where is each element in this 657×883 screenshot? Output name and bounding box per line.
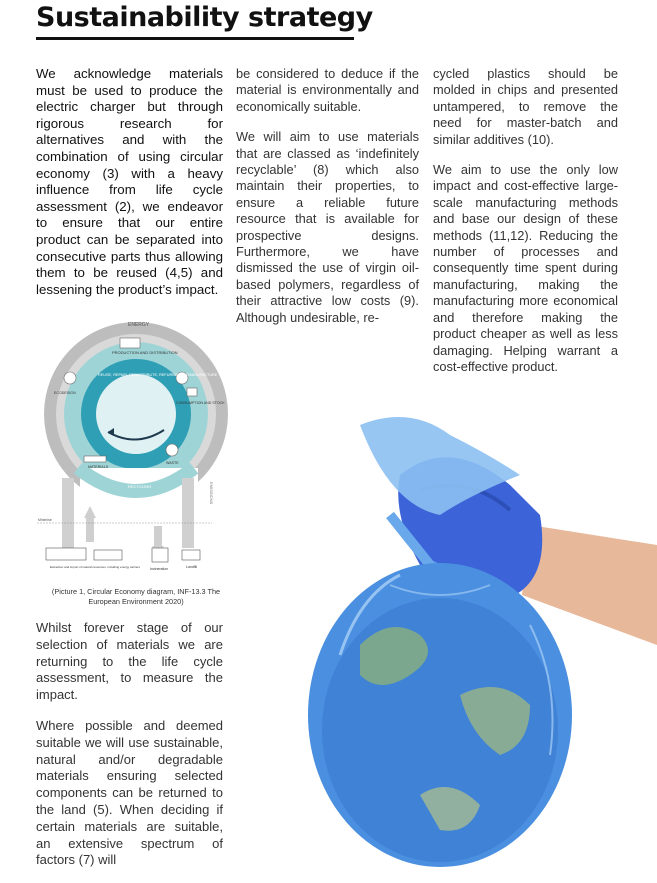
paragraph-col2-1: be considered to deduce if the material is environmentally and economically suitable. (236, 66, 419, 114)
paragraph-col3-2: We aim to use the only low impact and cost-effective large-scale manufacturing methods and base our design of these methods (11,12). Reducing the number of processes and consequently time spent during manufacturing, making the manufacturing more economical and therefore making the product cheaper as well as less damaging. Helping warrant a cost-effective product. (433, 162, 618, 374)
label-waste: WASTE (166, 461, 179, 465)
column-2 (236, 66, 419, 340)
paragraph-col1-2: Whilst forever stage of our selection of materials we are returning to the life cycle assessment, to measure the impact. (36, 620, 223, 703)
ship-icon (94, 550, 122, 560)
label-production: PRODUCTION AND DISTRIBUTION (112, 350, 178, 355)
factory-icon (120, 338, 140, 348)
globe-bag-photo (300, 395, 657, 871)
title-underline (36, 37, 354, 40)
paragraph-col3-1: cycled plastics should be molded in chips and presented untampered, to remove the need for master-batch and similar additives (10). (433, 66, 618, 147)
paragraph-col2-2: We will aim to use materials that are classed as ‘indefinitely recyclable’ (8) which also maintain their properties, to ensure a reliable future resource that is available for prospective designs. Furthermore, we have dismissed the use of virgin oil-based polymers, regardless of their attractive low costs (9). Although undesirable, re- (236, 129, 419, 325)
paragraph-intro: We acknowledge materials must be used to produce the electric charger but through rigorous research for alternatives and with the combination of using circular economy (3) with a heavy influence from life cycle assessment (2), we endeavor to ensure that our entire product can be separated into consecutive parts thus allowing them to be reused (4,5) and lessening the product’s impact. (36, 66, 223, 297)
excavator-icon (46, 548, 86, 560)
materials-icon (84, 456, 106, 462)
label-energy: ENERGY (128, 322, 150, 328)
label-ecodesign: ECODESIGN (54, 391, 76, 395)
label-extraction: Extraction and import of natural resources, including energy carriers (50, 565, 141, 569)
label-incineration: Incineration (150, 567, 169, 571)
paragraph-col1-3: Where possible and deemed suitable we will use sustainable, natural and/or degradable materials ensuring selected components can be returned to the land (5). When deciding if certain materials are suitable, an extensive spectrum of factors (7) will (36, 717, 223, 868)
label-recycling: RECYCLING (128, 484, 152, 489)
column-3 (433, 66, 618, 389)
label-consumption: CONSUMPTION AND STOCK (176, 401, 225, 405)
inner-circle (96, 374, 176, 454)
diagram-caption: (Picture 1, Circular Economy diagram, INF-13.3 The European Environment 2020) (51, 587, 221, 606)
label-reuse-ring: REUSE, REPAIR, REDISTRIBUTE, REFURBISH, REMANUFACTURE (98, 373, 218, 377)
label-emissions: EMISSIONS (209, 482, 214, 505)
column-1-lower (36, 620, 223, 883)
label-landfill: Landfill (186, 565, 198, 569)
house-icon (187, 388, 197, 396)
incinerator-icon (152, 548, 168, 562)
page-title: Sustainability strategy (36, 2, 373, 33)
circular-economy-diagram (32, 318, 242, 608)
lightbulb-icon (64, 372, 76, 384)
label-materials: MATERIALS (88, 465, 109, 469)
waste-icon (166, 444, 178, 456)
label-minimise: Minimise (38, 518, 52, 522)
truck-icon (182, 550, 200, 560)
column-1 (36, 66, 223, 312)
